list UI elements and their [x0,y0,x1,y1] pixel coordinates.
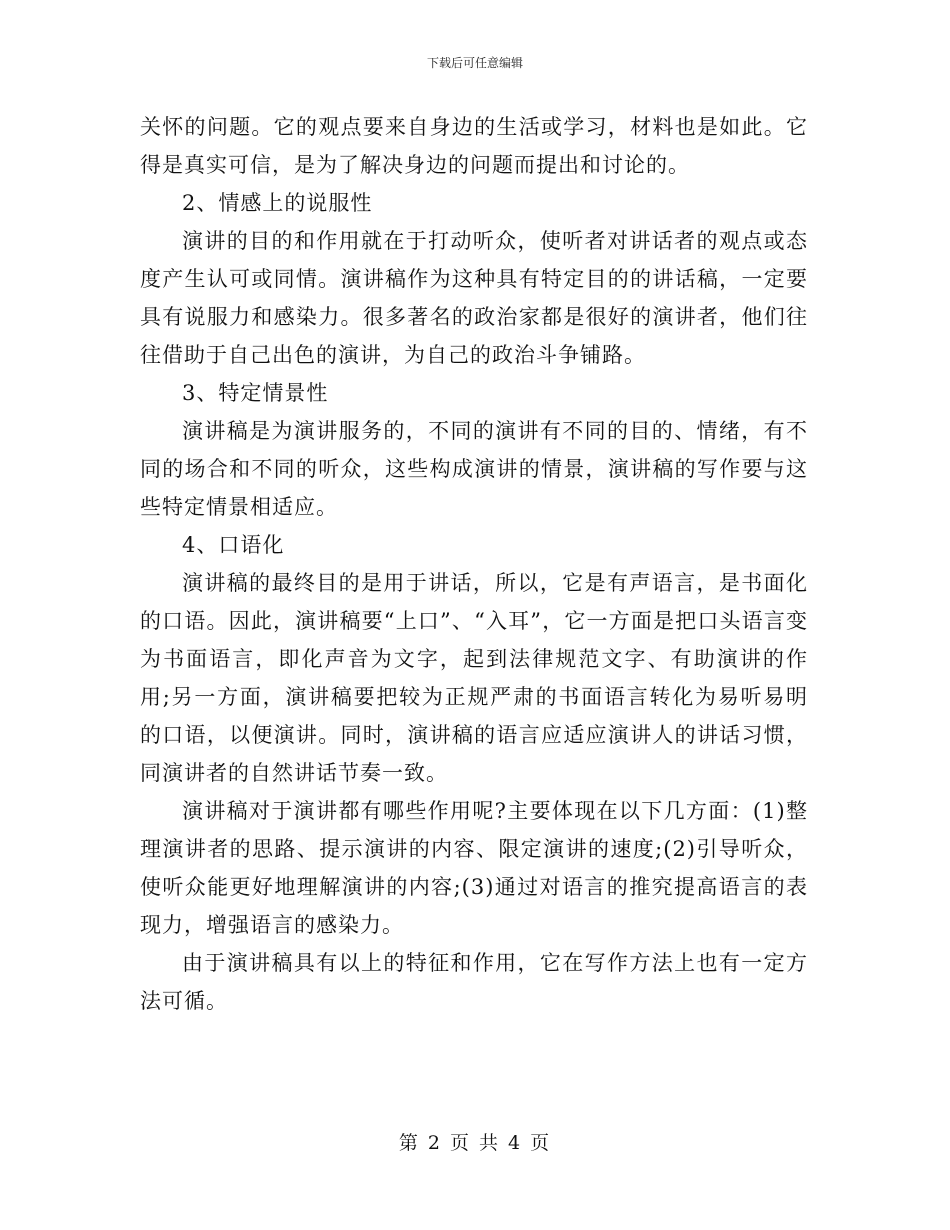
document-body [140,108,808,1020]
paragraph-continuation: 关怀的问题。它的观点要来自身边的生活或学习，材料也是如此。它得是真实可信，是为了解决身边的问题而提出和讨论的。 [140,115,808,177]
paragraph: 演讲稿对于演讲都有哪些作用呢?主要体现在以下几方面：(1)整理演讲者的思路、提示演讲的内容、限定演讲的速度;(2)引导听众，使听众能更好地理解演讲的内容;(3)通过对语言的推究提高语言的表现力，增强语言的感染力。 [140,799,808,937]
page-header: 下载后可任意编辑 [426,56,523,70]
page-number: 第 2 页 共 4 页 [398,1132,552,1154]
section-heading-emotional-persuasion: 2、情感上的说服性 [182,191,373,215]
section-heading-specific-situation: 3、特定情景性 [182,381,329,405]
section-heading-colloquial: 4、口语化 [182,533,285,557]
paragraph: 演讲的目的和作用就在于打动听众，使听者对讲话者的观点或态度产生认可或同情。演讲稿作为这种具有特定目的的讲话稿，一定要具有说服力和感染力。很多著名的政治家都是很好的演讲者，他们往往借助于自己出色的演讲，为自己的政治斗争铺路。 [140,229,808,367]
paragraph: 演讲稿是为演讲服务的，不同的演讲有不同的目的、情绪，有不同的场合和不同的听众，这些构成演讲的情景，演讲稿的写作要与这些特定情景相适应。 [140,419,808,519]
paragraph: 由于演讲稿具有以上的特征和作用，它在写作方法上也有一定方法可循。 [140,951,808,1013]
paragraph: 演讲稿的最终目的是用于讲话，所以，它是有声语言，是书面化的口语。因此，演讲稿要“上口”、“入耳”，它一方面是把口头语言变为书面语言，即化声音为文字，起到法律规范文字、有助演讲的作用;另一方面，演讲稿要把较为正规严肃的书面语言转化为易听易明的口语，以便演讲。同时，演讲稿的语言应适应演讲人的讲话习惯，同演讲者的自然讲话节奏一致。 [140,571,808,785]
